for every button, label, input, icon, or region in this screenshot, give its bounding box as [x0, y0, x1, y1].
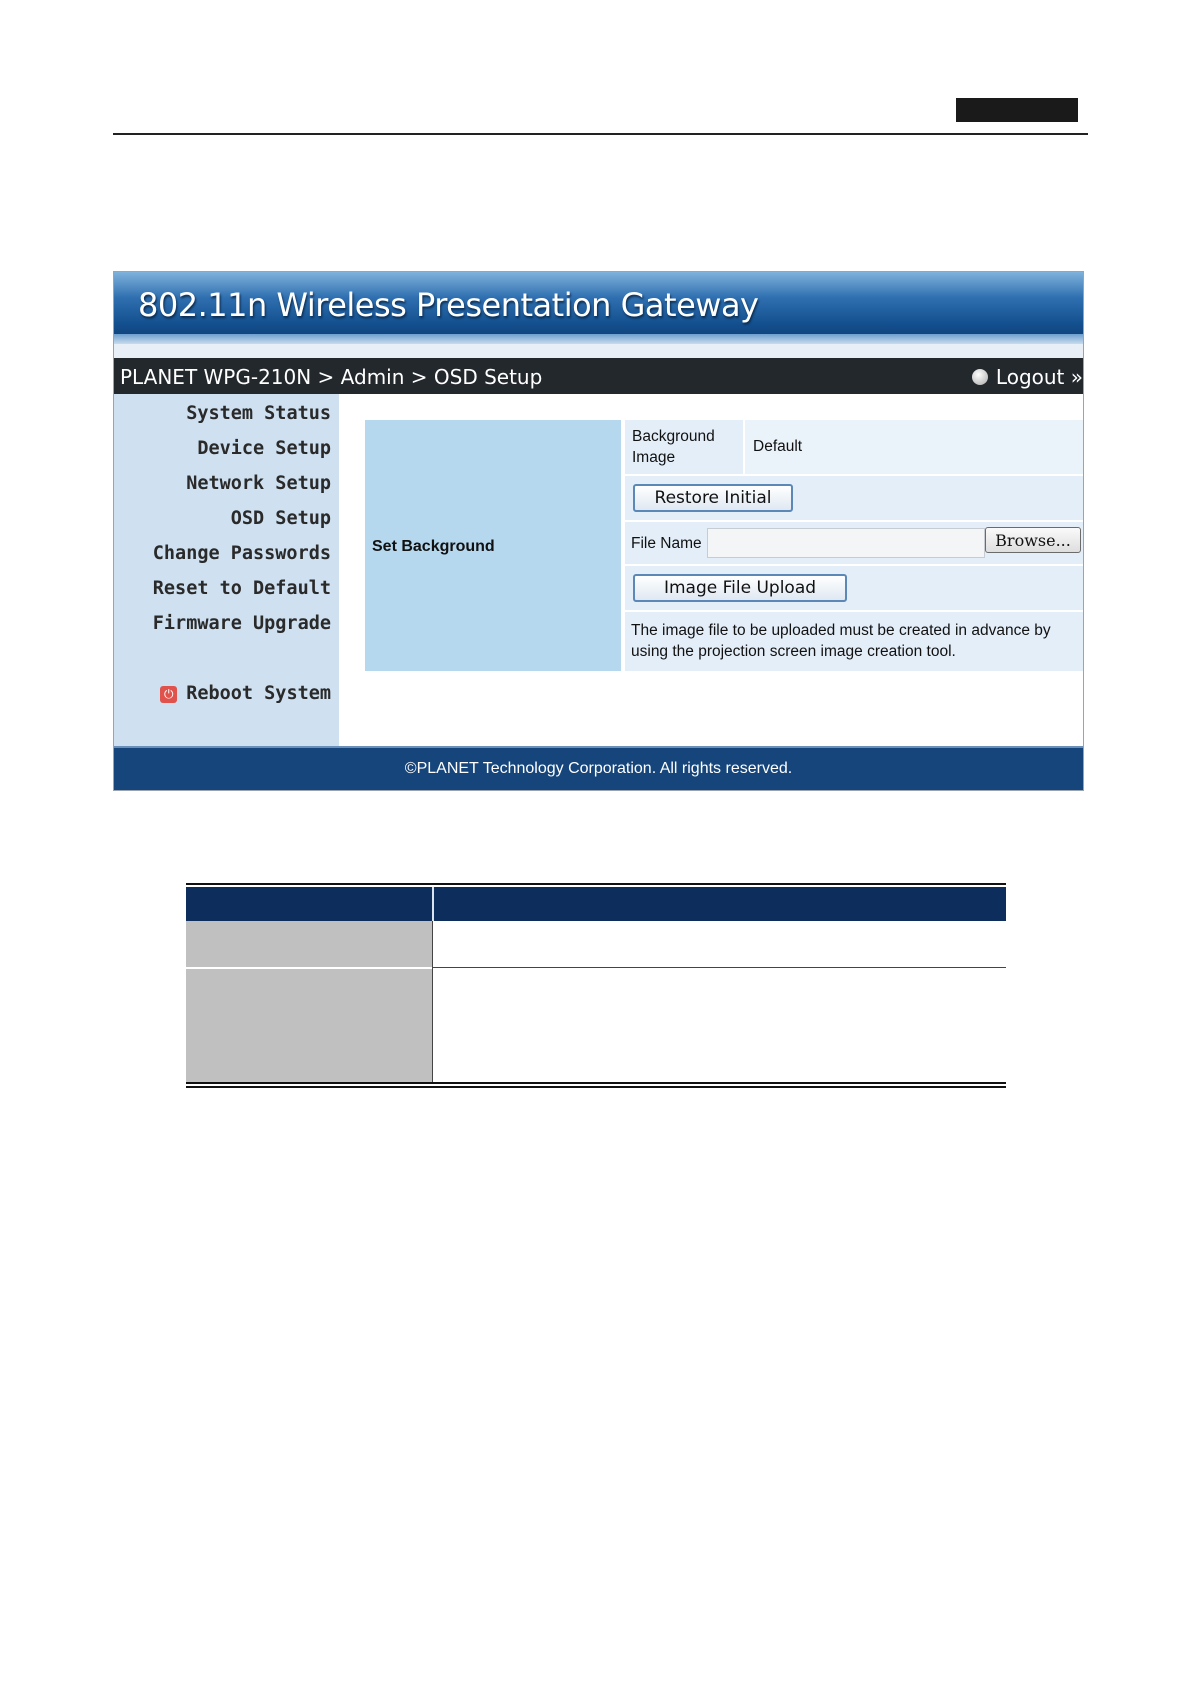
footer [114, 746, 1083, 791]
restore-row [625, 476, 1083, 520]
header-rule [113, 133, 1088, 135]
background-image-label-cell [625, 420, 745, 474]
sidebar-item-change-passwords[interactable]: Change Passwords [152, 543, 331, 564]
table-header-row [186, 887, 1006, 921]
background-image-row [625, 420, 1083, 474]
set-background-cell [365, 420, 621, 671]
background-image-value-cell [745, 420, 1083, 474]
background-image-label: Background Image [632, 428, 715, 466]
table-bottom-rule [186, 1082, 1006, 1084]
table-top-rule [186, 883, 1006, 885]
navbar [114, 358, 1083, 394]
sidebar-item-network-setup[interactable]: Network Setup [186, 473, 331, 494]
table-header-divider [432, 887, 434, 921]
background-image-value: Default [753, 438, 803, 455]
image-file-upload-button[interactable]: Image File Upload [633, 574, 847, 602]
browse-button[interactable]: Browse... [985, 527, 1081, 553]
sidebar-item-firmware-upgrade[interactable]: Firmware Upgrade [152, 613, 331, 634]
sidebar-item-system-status[interactable]: System Status [186, 403, 331, 424]
sidebar-item-reboot-system[interactable] [160, 683, 331, 704]
note-row [625, 612, 1083, 671]
upload-row [625, 566, 1083, 610]
header-tab [956, 98, 1078, 122]
sidebar-item-osd-setup[interactable]: OSD Setup [230, 508, 331, 529]
banner-title: 802.11n Wireless Presentation Gateway [138, 286, 759, 324]
sidebar-item-device-setup[interactable]: Device Setup [197, 438, 331, 459]
logout-label: Logout » [995, 365, 1083, 389]
restore-initial-button[interactable]: Restore Initial [633, 484, 793, 512]
reboot-label: Reboot System [186, 683, 331, 704]
copyright-text: ©PLANET Technology Corporation. All rights reserved. [404, 760, 793, 777]
banner-stripe [114, 334, 1083, 344]
sidebar-item-reset-to-default[interactable]: Reset to Default [152, 578, 331, 599]
table-column-divider [432, 921, 433, 1082]
file-name-input[interactable] [707, 528, 985, 558]
table-row-divider [432, 967, 1006, 968]
table-row-2-object [186, 969, 433, 1082]
content-area [339, 394, 1083, 746]
logout-link[interactable] [972, 365, 1083, 389]
osd-setup-screenshot [113, 271, 1084, 791]
sidebar [114, 394, 339, 746]
set-background-label: Set Background [372, 538, 495, 555]
file-name-label: File Name [631, 535, 702, 552]
file-name-row [625, 522, 1083, 564]
table-row-1-object [186, 921, 433, 967]
logout-icon [972, 369, 988, 385]
upload-note: The image file to be uploaded must be created in advance by using the projection screen image creation tool. [631, 622, 1051, 660]
table-bottom-rule-2 [186, 1086, 1006, 1088]
parameter-table [186, 883, 1006, 1089]
power-icon: ⏻ [160, 686, 177, 703]
banner-gap [114, 344, 1083, 358]
breadcrumb: PLANET WPG-210N > Admin > OSD Setup [120, 365, 543, 389]
